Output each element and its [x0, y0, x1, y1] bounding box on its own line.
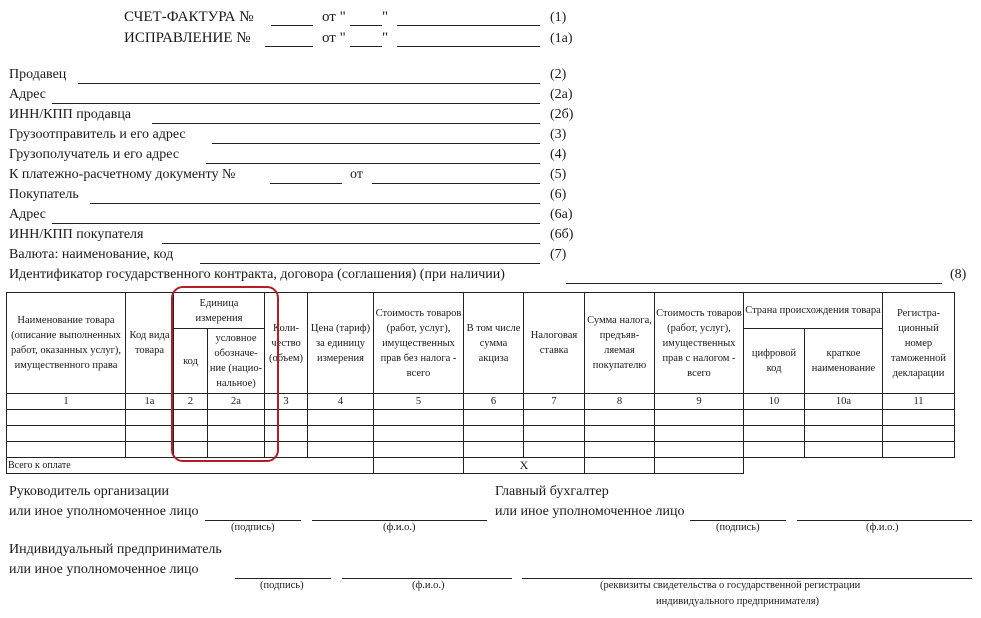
header-price: Цена (тариф) за единицу измерения	[308, 293, 374, 394]
buyer-line[interactable]	[90, 203, 540, 204]
buyer-field-number: (6)	[550, 187, 567, 202]
invoice-date-line[interactable]	[397, 25, 540, 26]
seller-inn-label: ИНН/КПП продавца	[9, 107, 132, 122]
header-cost-no-tax: Стоимость товаров (работ, услуг), имущественных прав без налога - всего	[374, 293, 464, 394]
consignee-label: Грузополучатель и его адрес	[9, 147, 180, 162]
head-fio-line[interactable]	[312, 520, 487, 521]
entrepreneur-label-line2: или иное уполномоченное лицо	[9, 562, 199, 577]
head-signature-line[interactable]	[205, 520, 301, 521]
column-number: 5	[374, 394, 464, 410]
shipper-label: Грузоотправитель и его адрес	[9, 127, 186, 142]
registration-caption-2: индивидуального предпринимателя)	[656, 596, 820, 607]
table-row	[7, 410, 955, 426]
buyer-inn-line[interactable]	[162, 243, 540, 244]
seller-inn-field-number: (2б)	[550, 107, 574, 122]
header-unit-code: код	[174, 329, 208, 394]
seller-address-line[interactable]	[52, 103, 540, 104]
column-number: 7	[524, 394, 585, 410]
column-number: 6	[464, 394, 524, 410]
consignee-field-number: (4)	[550, 147, 567, 162]
seller-field-number: (2)	[550, 67, 567, 82]
goods-table	[6, 292, 955, 474]
header-excise: В том числе сумма акциза	[464, 293, 524, 394]
seller-address-label: Адрес	[9, 87, 47, 102]
column-number: 2	[174, 394, 208, 410]
invoice-from: от "	[322, 9, 346, 25]
entrepreneur-label-line1: Индивидуальный предприниматель	[9, 542, 222, 557]
header-unit: Единица измерения	[174, 293, 265, 329]
contract-id-line[interactable]	[566, 283, 942, 284]
entrepreneur-fio-line[interactable]	[342, 578, 512, 579]
payment-doc-from: от	[350, 167, 363, 182]
head-label-line1: Руководитель организации	[9, 484, 169, 499]
column-number: 4	[308, 394, 374, 410]
buyer-inn-label: ИНН/КПП покупателя	[9, 227, 144, 242]
shipper-line[interactable]	[212, 143, 540, 144]
entrepreneur-signature-caption: (подпись)	[260, 580, 304, 591]
payment-doc-label: К платежно-расчетному документу №	[9, 167, 236, 182]
accountant-signature-caption: (подпись)	[716, 522, 760, 533]
accountant-label-line1: Главный бухгалтер	[495, 484, 609, 499]
correction-field-number: (1а)	[550, 31, 573, 46]
header-tax-sum: Сумма налога, предъяв-ляемая покупателю	[585, 293, 655, 394]
registration-caption-1: (реквизиты свидетельства о государственной регистрации	[600, 580, 861, 591]
contract-id-field-number: (8)	[950, 267, 967, 282]
total-tax-sum[interactable]	[585, 458, 655, 474]
column-number: 1а	[126, 394, 174, 410]
currency-line[interactable]	[200, 263, 540, 264]
head-signature-caption: (подпись)	[231, 522, 275, 533]
seller-address-field-number: (2а)	[550, 87, 573, 102]
registration-line[interactable]	[522, 578, 972, 579]
correction-date-line[interactable]	[397, 46, 540, 47]
seller-line[interactable]	[78, 83, 540, 84]
total-x-mark: X	[464, 458, 585, 474]
entrepreneur-fio-caption: (ф.и.о.)	[412, 580, 445, 591]
total-cost-with-tax[interactable]	[655, 458, 744, 474]
invoice-number-line[interactable]	[271, 25, 313, 26]
column-number: 1	[7, 394, 126, 410]
consignee-line[interactable]	[206, 163, 540, 164]
header-cost-with-tax: Стоимость товаров (работ, услуг), имущественных прав с налогом - всего	[655, 293, 744, 394]
column-number: 8	[585, 394, 655, 410]
payment-doc-date-line[interactable]	[372, 183, 540, 184]
accountant-fio-caption: (ф.и.о.)	[866, 522, 899, 533]
accountant-label-line2: или иное уполномоченное лицо	[495, 504, 685, 519]
buyer-label: Покупатель	[9, 187, 79, 202]
head-fio-caption: (ф.и.о.)	[383, 522, 416, 533]
header-country: Страна происхождения товара	[744, 293, 883, 329]
currency-label: Валюта: наименование, код	[9, 247, 174, 262]
correction-day-line[interactable]	[350, 46, 382, 47]
header-country-code: цифровой код	[744, 329, 805, 394]
total-label: Всего к оплате	[7, 458, 374, 474]
accountant-fio-line[interactable]	[797, 520, 972, 521]
buyer-address-label: Адрес	[9, 207, 47, 222]
accountant-signature-line[interactable]	[690, 520, 786, 521]
column-number: 11	[883, 394, 955, 410]
buyer-address-field-number: (6а)	[550, 207, 573, 222]
column-number: 2а	[208, 394, 265, 410]
correction-quote: "	[382, 30, 389, 46]
payment-doc-number-line[interactable]	[270, 183, 342, 184]
currency-field-number: (7)	[550, 247, 567, 262]
invoice-field-number: (1)	[550, 10, 567, 25]
correction-number-line[interactable]	[265, 46, 313, 47]
header-country-name: краткое наименование	[805, 329, 883, 394]
invoice-day-line[interactable]	[350, 25, 382, 26]
invoice-quote: "	[382, 9, 389, 25]
seller-label: Продавец	[9, 67, 67, 82]
head-label-line2: или иное уполномоченное лицо	[9, 504, 199, 519]
column-number: 3	[265, 394, 308, 410]
shipper-field-number: (3)	[550, 127, 567, 142]
buyer-inn-field-number: (6б)	[550, 227, 574, 242]
header-name: Наименование товара (описание выполненных работ, оказанных услуг), имущественного права	[7, 293, 126, 394]
total-cost-no-tax[interactable]	[374, 458, 464, 474]
column-number: 9	[655, 394, 744, 410]
header-type-code: Код вида товара	[126, 293, 174, 394]
header-tax-rate: Налоговая ставка	[524, 293, 585, 394]
buyer-address-line[interactable]	[52, 223, 540, 224]
correction-title: ИСПРАВЛЕНИЕ №	[124, 30, 251, 46]
header-unit-symbol: условное обозначе-ние (нацио-нальное)	[208, 329, 265, 394]
correction-from: от "	[322, 30, 346, 46]
total-row	[7, 458, 955, 474]
column-number: 10	[744, 394, 805, 410]
seller-inn-line[interactable]	[152, 123, 540, 124]
invoice-title: СЧЕТ-ФАКТУРА №	[124, 9, 254, 25]
entrepreneur-signature-line[interactable]	[235, 578, 331, 579]
contract-id-label: Идентификатор государственного контракта, договора (соглашения) (при наличии)	[9, 267, 505, 282]
header-customs: Регистра-ционный номер таможенной декларации	[883, 293, 955, 394]
payment-doc-field-number: (5)	[550, 167, 567, 182]
table-row	[7, 442, 955, 458]
table-row	[7, 426, 955, 442]
header-qty: Коли-чество (объем)	[265, 293, 308, 394]
column-number: 10а	[805, 394, 883, 410]
